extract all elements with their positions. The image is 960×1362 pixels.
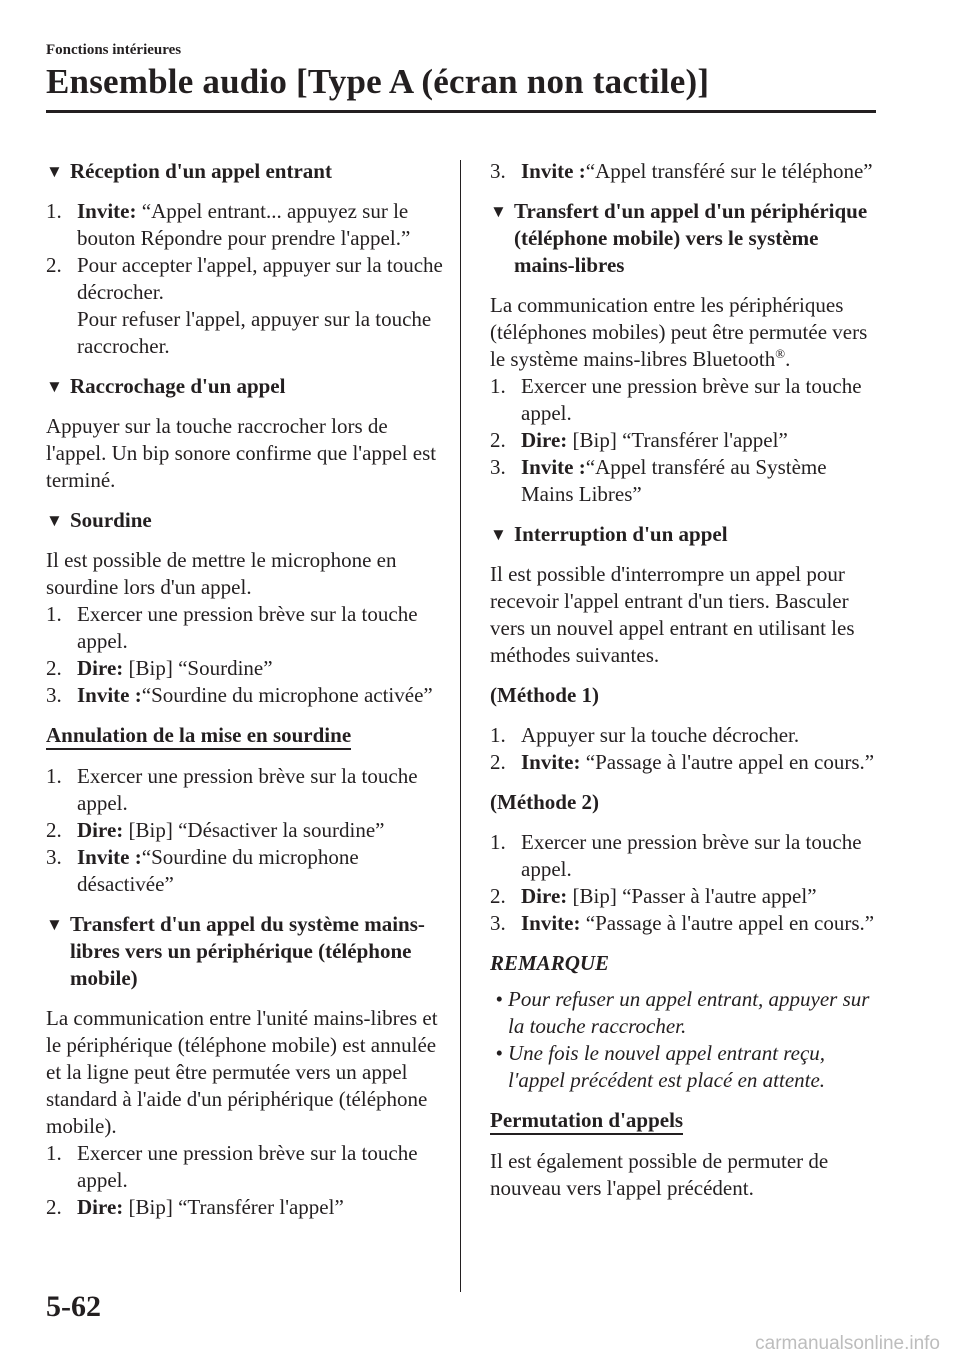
steps-continuation: [490, 158, 880, 185]
paragraph: Il est possible de mettre le microphone en sourdine lors d'un appel.: [46, 548, 397, 599]
steps-transfert-vers-peripherique: [46, 1140, 444, 1221]
steps-sourdine: [46, 601, 444, 709]
list-item: 1. Exercer une pression brève sur la touche appel.: [490, 830, 862, 881]
subheading-permutation: Permutation d'appels: [490, 1108, 683, 1135]
heading-reception: ▼ Réception d'un appel entrant: [46, 159, 332, 183]
triangle-icon: ▼: [46, 162, 63, 181]
list-item: 1. Exercer une pression brève sur la touche appel.: [490, 374, 862, 425]
list-item: 3. Invite :“Appel transféré sur le téléphone”: [490, 159, 873, 183]
triangle-icon: ▼: [490, 202, 507, 221]
method-1-label: (Méthode 1): [490, 683, 600, 707]
page-title: Ensemble audio [Type A (écran non tactile)]: [46, 62, 710, 101]
list-item: 1. Exercer une pression brève sur la touche appel.: [46, 602, 418, 653]
steps-method-2: [490, 829, 880, 937]
list-item: 1. Invite: “Appel entrant... appuyez sur le bouton Répondre pour prendre l'appel.”: [46, 199, 411, 250]
remarque-label: REMARQUE: [490, 951, 610, 975]
heading-sourdine: ▼ Sourdine: [46, 508, 152, 532]
steps-transfert-vers-systeme: [490, 373, 880, 508]
list-item: 2. Dire: [Bip] “Sourdine”: [46, 656, 273, 680]
paragraph: Il est possible d'interrompre un appel pour recevoir l'appel entrant d'un tiers. Basculer vers un nouvel appel entrant en utilisant les méthodes suivantes.: [490, 562, 855, 667]
heading-transfert-vers-systeme: ▼ Transfert d'un appel d'un périphérique (téléphone mobile) vers le système mains-libres: [490, 199, 868, 277]
list-item: 3. Invite :“Appel transféré au Système Mains Libres”: [490, 455, 827, 506]
list-item: 3. Invite: “Passage à l'autre appel en cours.”: [490, 911, 875, 935]
list-item: 2. Invite: “Passage à l'autre appel en cours.”: [490, 750, 875, 774]
steps-reception: [46, 198, 444, 360]
list-item: 3. Invite :“Sourdine du microphone activée”: [46, 683, 433, 707]
right-column: [490, 158, 880, 1215]
watermark: carmanualsonline.info: [755, 1333, 940, 1354]
heading-interruption: ▼ Interruption d'un appel: [490, 522, 728, 546]
page-number: 5-62: [46, 1290, 101, 1323]
bullet-icon: •: [495, 987, 503, 1011]
left-column: [46, 158, 444, 1234]
title-rule: [46, 110, 876, 113]
list-item: 2. Dire: [Bip] “Passer à l'autre appel”: [490, 884, 817, 908]
section-label: Fonctions intérieures: [46, 42, 182, 58]
paragraph: Il est également possible de permuter de nouveau vers l'appel précédent.: [490, 1149, 829, 1200]
note-item: • Une fois le nouvel appel entrant reçu, l'appel précédent est placé en attente.: [490, 1040, 880, 1094]
heading-transfert-vers-peripherique: ▼ Transfert d'un appel du système mains-libres vers un périphérique (téléphone mobile): [46, 912, 425, 990]
list-item: 2. Dire: [Bip] “Transférer l'appel”: [490, 428, 788, 452]
subheading-annulation: Annulation de la mise en sourdine: [46, 723, 351, 750]
remarque-notes: [490, 986, 880, 1094]
column-divider: [460, 160, 461, 1292]
list-item: 2. Dire: [Bip] “Transférer l'appel”: [46, 1195, 344, 1219]
paragraph: La communication entre l'unité mains-libres et le périphérique (téléphone mobile) est annulée et la ligne peut être permutée vers un appel standard à l'aide d'un périphérique (téléphone mobile).: [46, 1006, 438, 1138]
triangle-icon: ▼: [46, 511, 63, 530]
triangle-icon: ▼: [46, 377, 63, 396]
heading-raccrochage: ▼ Raccrochage d'un appel: [46, 374, 286, 398]
paragraph: La communication entre les périphériques (téléphones mobiles) peut être permutée vers le système mains-libres Bluetooth®.: [490, 293, 868, 371]
bullet-icon: •: [495, 1041, 503, 1065]
steps-annulation: [46, 763, 444, 898]
list-item: 2. Pour accepter l'appel, appuyer sur la touche décrocher. Pour refuser l'appel, appuyer sur la touche raccrocher.: [46, 253, 443, 358]
list-item: 1. Appuyer sur la touche décrocher.: [490, 723, 800, 747]
note-item: • Pour refuser un appel entrant, appuyer sur la touche raccrocher.: [490, 986, 880, 1040]
paragraph: Appuyer sur la touche raccrocher lors de l'appel. Un bip sonore confirme que l'appel est terminé.: [46, 414, 437, 492]
list-item: 3. Invite :“Sourdine du microphone désactivée”: [46, 845, 359, 896]
triangle-icon: ▼: [490, 525, 507, 544]
steps-method-1: [490, 722, 880, 776]
list-item: 1. Exercer une pression brève sur la touche appel.: [46, 1141, 418, 1192]
list-item: 2. Dire: [Bip] “Désactiver la sourdine”: [46, 818, 385, 842]
method-2-label: (Méthode 2): [490, 790, 600, 814]
list-item: 1. Exercer une pression brève sur la touche appel.: [46, 764, 418, 815]
triangle-icon: ▼: [46, 915, 63, 934]
